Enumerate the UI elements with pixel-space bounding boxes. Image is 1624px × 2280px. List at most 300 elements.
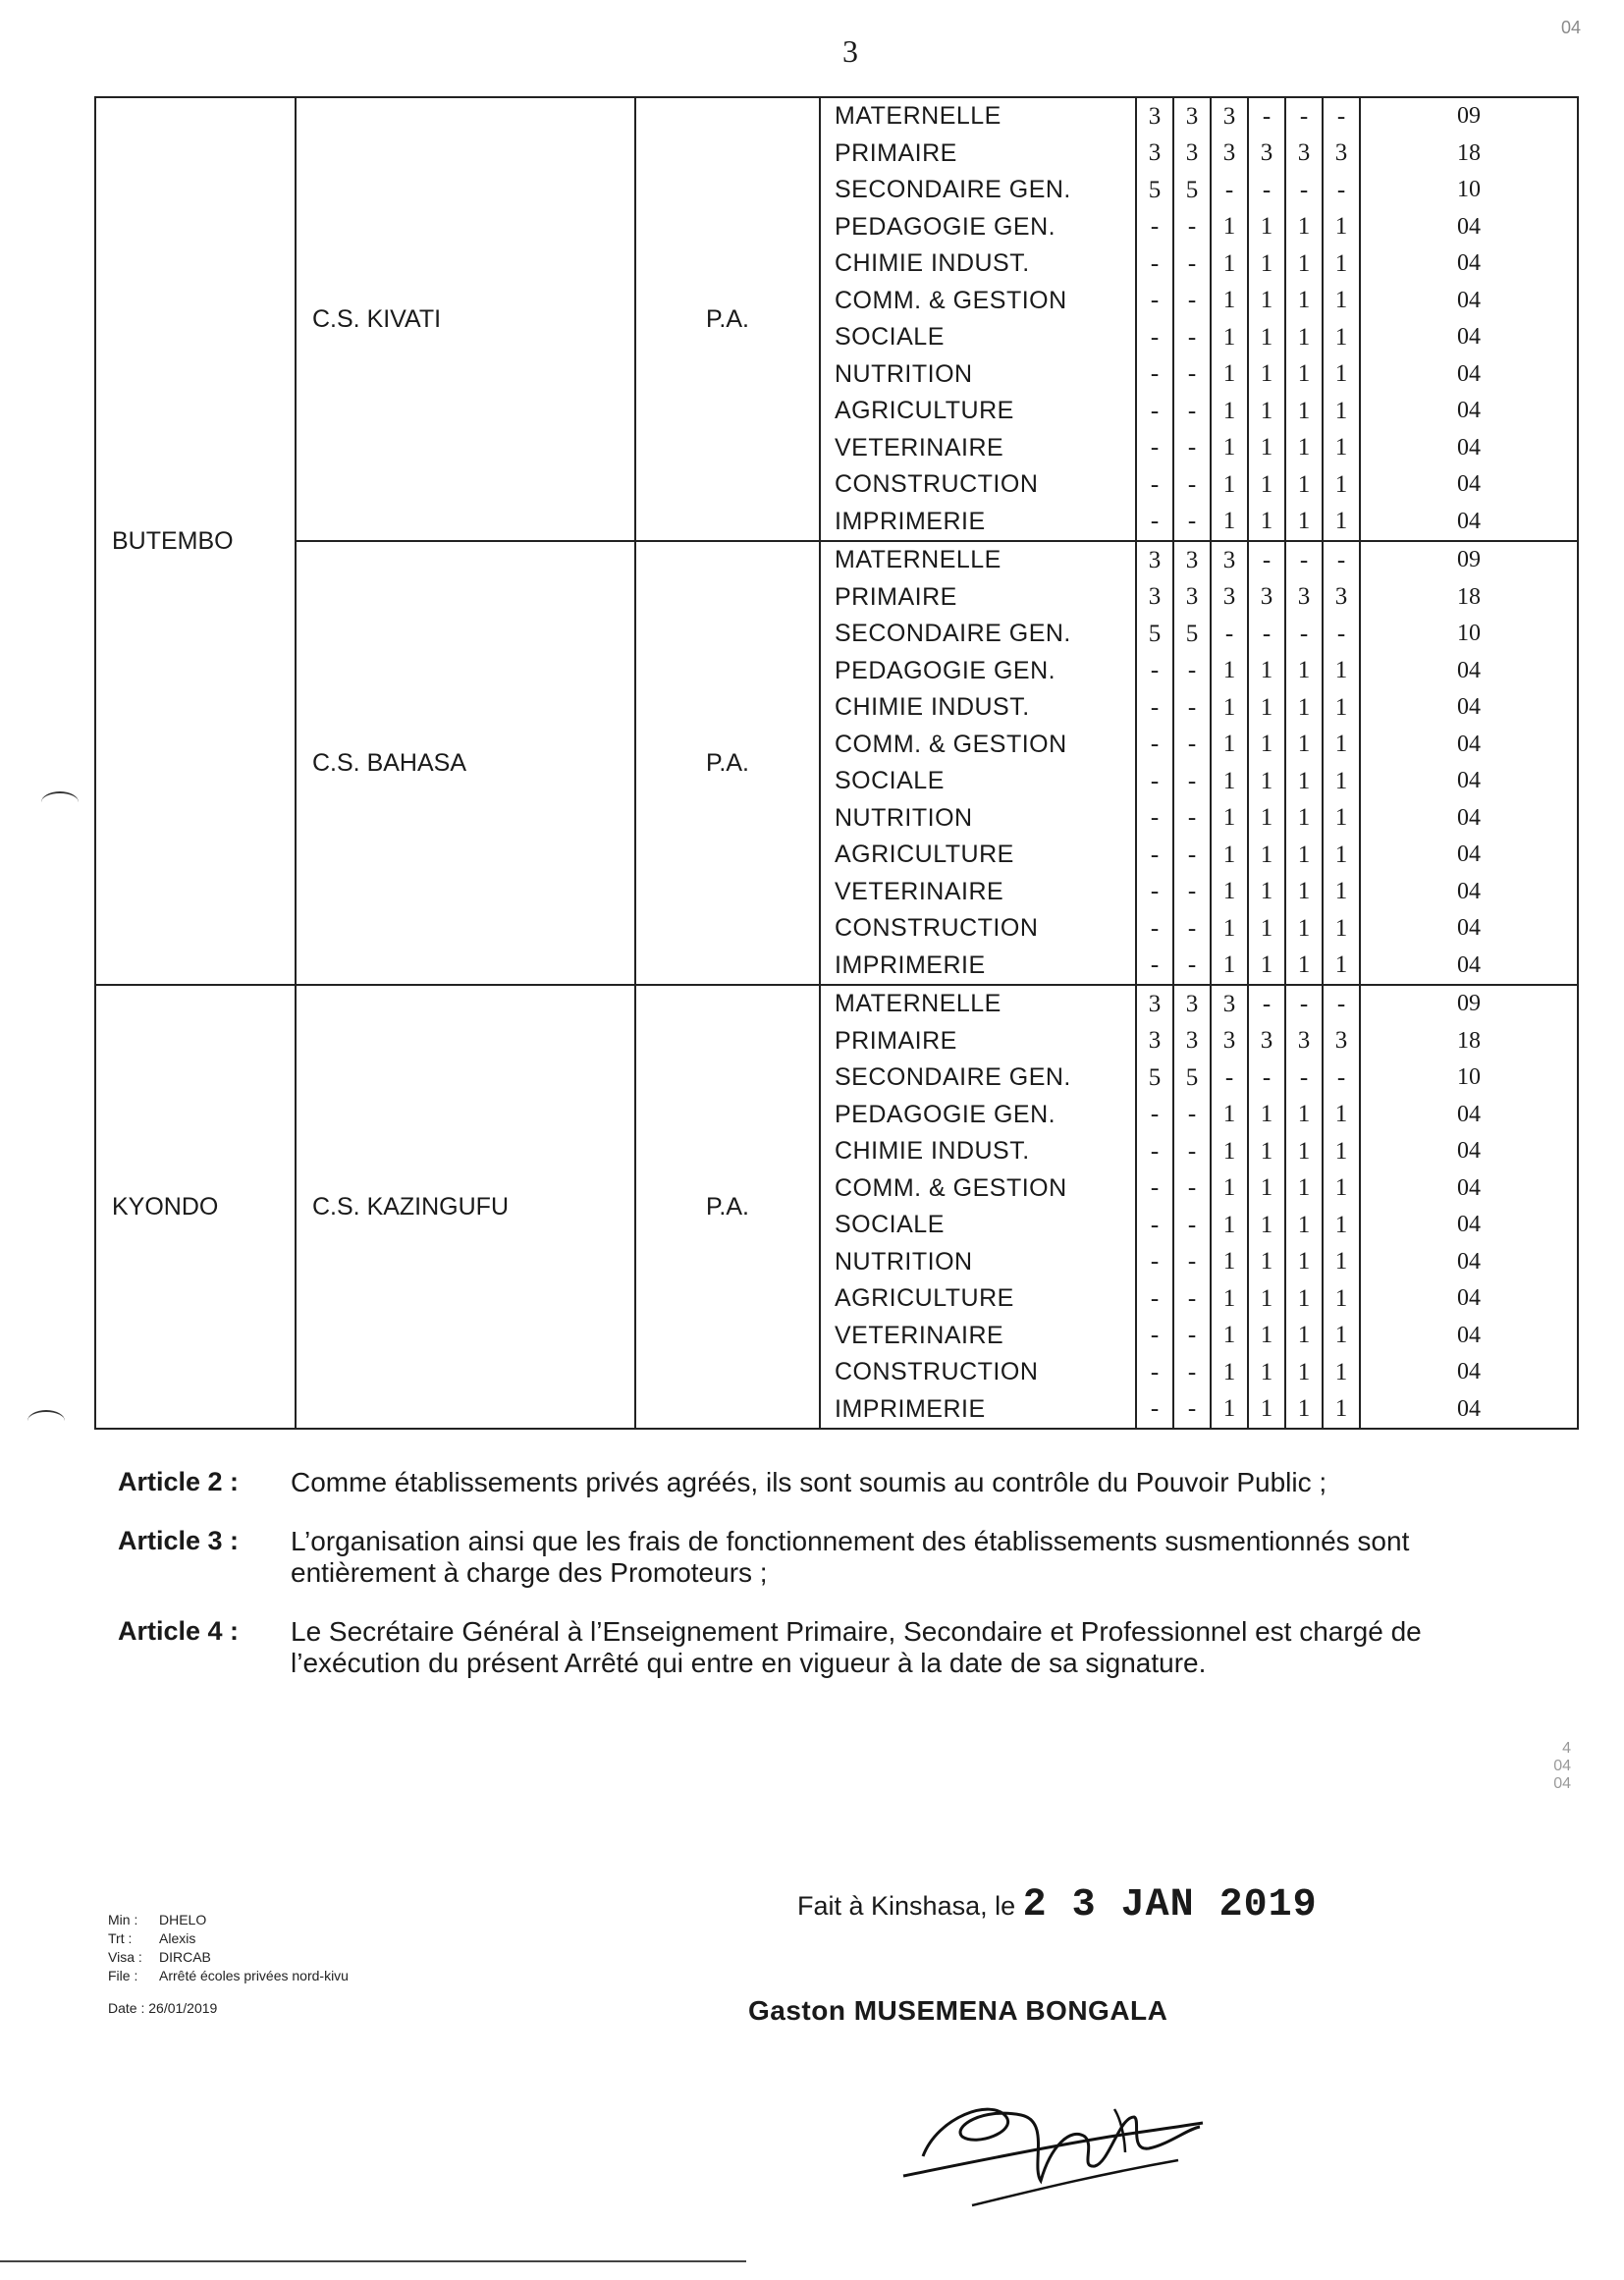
option-row [821, 1244, 1577, 1281]
class-count-cell: 3 [1174, 986, 1212, 1023]
class-count-cell: 1 [1249, 1244, 1286, 1281]
option-name: NUTRITION [821, 800, 1137, 838]
class-count-cell: 1 [1324, 1133, 1361, 1170]
article-label: Article 2 : [118, 1467, 240, 1496]
class-count-cell: - [1174, 689, 1212, 727]
class-count-cell: - [1286, 616, 1324, 653]
class-count-cell: 3 [1137, 986, 1174, 1023]
class-count-cell: 1 [1286, 466, 1324, 504]
class-count-cell: - [1174, 209, 1212, 246]
class-count-cell: 1 [1212, 800, 1249, 838]
class-count-cell: 1 [1286, 393, 1324, 430]
class-count-cell: 1 [1324, 1244, 1361, 1281]
option-name: VETERINAIRE [821, 1318, 1137, 1355]
class-count-cell: 1 [1324, 504, 1361, 541]
option-row [821, 1318, 1577, 1355]
class-count-cell: 1 [1286, 948, 1324, 985]
option-name: COMM. & GESTION [821, 1170, 1137, 1208]
class-count-cell: 3 [1212, 136, 1249, 173]
class-count-cell: 1 [1286, 319, 1324, 356]
class-count-cell: - [1174, 319, 1212, 356]
class-count-cell: 1 [1249, 727, 1286, 764]
class-count-cell: - [1286, 542, 1324, 579]
class-count-cell: - [1137, 727, 1174, 764]
option-row [821, 727, 1577, 764]
class-count-cell: 1 [1324, 948, 1361, 985]
class-count-cell: - [1174, 763, 1212, 800]
option-total: 04 [1457, 250, 1481, 277]
side-mark: 04 [1553, 1758, 1571, 1774]
option-total: 04 [1457, 1174, 1481, 1201]
scan-mark [41, 791, 79, 813]
class-count-cell: - [1249, 542, 1286, 579]
class-count-cell: 1 [1286, 1244, 1324, 1281]
class-count-cell: - [1286, 986, 1324, 1023]
date-stamp: 2 3 JAN 2019 [1022, 1883, 1318, 1927]
options-list [821, 542, 1577, 984]
side-mark: 4 [1562, 1740, 1571, 1757]
class-count-cell: 1 [1286, 1354, 1324, 1391]
initials-key: Visa : [108, 1949, 142, 1965]
class-count-cell: 1 [1212, 393, 1249, 430]
option-name: PRIMAIRE [821, 579, 1137, 617]
class-count-cell: - [1137, 283, 1174, 320]
initials-key: Min : [108, 1912, 138, 1927]
option-row [821, 1097, 1577, 1134]
class-count-cell: 1 [1212, 727, 1249, 764]
class-count-cell: - [1137, 319, 1174, 356]
class-count-cell: 3 [1174, 1023, 1212, 1060]
option-row [821, 466, 1577, 504]
option-total: 10 [1457, 621, 1481, 647]
school-row [297, 98, 1577, 540]
options-list [821, 98, 1577, 540]
initials-value: Alexis [159, 1930, 196, 1946]
initials-value: DIRCAB [159, 1949, 211, 1965]
option-row [821, 209, 1577, 246]
option-name: CHIMIE INDUST. [821, 245, 1137, 283]
class-count-cell: 1 [1249, 430, 1286, 467]
class-count-cell: 3 [1174, 579, 1212, 617]
option-name: NUTRITION [821, 356, 1137, 394]
class-count-cell: 1 [1212, 504, 1249, 541]
class-count-cell: - [1174, 727, 1212, 764]
article-3 [118, 1526, 1483, 1589]
bottom-rule [0, 2260, 746, 2262]
option-row [821, 653, 1577, 690]
initials-date: Date : 26/01/2019 [108, 2000, 218, 2016]
class-count-cell: 3 [1249, 1023, 1286, 1060]
class-count-cell: 1 [1212, 653, 1249, 690]
option-name: COMM. & GESTION [821, 283, 1137, 320]
class-count-cell: 1 [1286, 504, 1324, 541]
class-count-cell: 1 [1249, 319, 1286, 356]
option-total: 09 [1457, 547, 1481, 573]
class-count-cell: 1 [1249, 504, 1286, 541]
option-name: PEDAGOGIE GEN. [821, 1097, 1137, 1134]
class-count-cell: 1 [1212, 910, 1249, 948]
option-total: 10 [1457, 177, 1481, 203]
class-count-cell: 5 [1174, 616, 1212, 653]
class-count-cell: - [1137, 466, 1174, 504]
class-count-cell: 1 [1286, 209, 1324, 246]
initials-row [108, 1967, 349, 1985]
article-text: Le Secrétaire Général à l’Enseignement Primaire, Secondaire et Professionnel est chargé de l’exécution du présent Arrêté qui entre en vigueur à la date de sa signature. [291, 1616, 1422, 1678]
articles [118, 1467, 1483, 1707]
option-name: VETERINAIRE [821, 430, 1137, 467]
class-count-cell: 1 [1324, 1280, 1361, 1318]
class-count-cell: - [1324, 172, 1361, 209]
initials-value: Arrêté écoles privées nord-kivu [159, 1968, 349, 1983]
class-count-cell: - [1174, 837, 1212, 874]
class-count-cell: - [1324, 542, 1361, 579]
class-count-cell: - [1137, 1280, 1174, 1318]
schools-table [94, 96, 1579, 1430]
class-count-cell: 1 [1286, 1170, 1324, 1208]
class-count-cell: 1 [1212, 1170, 1249, 1208]
class-count-cell: - [1174, 283, 1212, 320]
class-count-cell: 3 [1324, 1023, 1361, 1060]
option-row [821, 874, 1577, 911]
class-count-cell: - [1174, 1133, 1212, 1170]
class-count-cell: - [1174, 910, 1212, 948]
class-count-cell: 1 [1324, 209, 1361, 246]
class-count-cell: - [1249, 172, 1286, 209]
option-row [821, 393, 1577, 430]
class-count-cell: - [1324, 98, 1361, 136]
option-total: 04 [1457, 1248, 1481, 1275]
option-row [821, 504, 1577, 541]
option-row [821, 800, 1577, 838]
article-2 [118, 1467, 1483, 1498]
option-row [821, 1170, 1577, 1208]
class-count-cell: 1 [1286, 689, 1324, 727]
initials-block [108, 1911, 349, 2018]
option-row [821, 542, 1577, 579]
class-count-cell: - [1137, 763, 1174, 800]
class-count-cell: - [1137, 653, 1174, 690]
class-count-cell: 1 [1324, 1207, 1361, 1244]
class-count-cell: 3 [1249, 136, 1286, 173]
class-count-cell: - [1249, 986, 1286, 1023]
class-count-cell: 1 [1286, 763, 1324, 800]
class-count-cell: 1 [1324, 727, 1361, 764]
option-row [821, 98, 1577, 136]
class-count-cell: - [1174, 245, 1212, 283]
class-count-cell: 3 [1212, 986, 1249, 1023]
initials-row [108, 1929, 349, 1948]
option-name: IMPRIMERIE [821, 504, 1137, 541]
class-count-cell: - [1174, 1207, 1212, 1244]
option-total: 04 [1457, 508, 1481, 534]
class-count-cell: - [1174, 356, 1212, 394]
class-count-cell: 1 [1249, 874, 1286, 911]
class-count-cell: 1 [1324, 910, 1361, 948]
options-list [821, 986, 1577, 1428]
class-count-cell: - [1137, 1354, 1174, 1391]
option-name: CONSTRUCTION [821, 466, 1137, 504]
class-count-cell: 1 [1212, 245, 1249, 283]
class-count-cell: 1 [1286, 430, 1324, 467]
option-total: 04 [1457, 213, 1481, 240]
class-count-cell: - [1137, 910, 1174, 948]
zone-row [96, 98, 1577, 984]
option-row [821, 1207, 1577, 1244]
class-count-cell: - [1137, 874, 1174, 911]
option-name: COMM. & GESTION [821, 727, 1137, 764]
class-count-cell: 1 [1249, 800, 1286, 838]
school-status: P.A. [636, 542, 821, 984]
class-count-cell: - [1137, 209, 1174, 246]
option-total: 04 [1457, 804, 1481, 831]
class-count-cell: - [1174, 504, 1212, 541]
class-count-cell: 5 [1137, 172, 1174, 209]
class-count-cell: 1 [1286, 283, 1324, 320]
class-count-cell: 1 [1249, 948, 1286, 985]
option-name: CONSTRUCTION [821, 1354, 1137, 1391]
class-count-cell: 1 [1249, 1133, 1286, 1170]
class-count-cell: 1 [1324, 837, 1361, 874]
class-count-cell: - [1174, 948, 1212, 985]
initials-key: File : [108, 1968, 138, 1983]
option-total: 04 [1457, 1285, 1481, 1312]
class-count-cell: 1 [1212, 1280, 1249, 1318]
class-count-cell: 3 [1137, 98, 1174, 136]
option-name: VETERINAIRE [821, 874, 1137, 911]
initials-value: DHELO [159, 1912, 207, 1927]
class-count-cell: 1 [1212, 763, 1249, 800]
option-name: PRIMAIRE [821, 1023, 1137, 1060]
option-total: 04 [1457, 915, 1481, 942]
option-row [821, 763, 1577, 800]
class-count-cell: 1 [1324, 1391, 1361, 1429]
option-name: CHIMIE INDUST. [821, 1133, 1137, 1170]
class-count-cell: 1 [1249, 1170, 1286, 1208]
option-total: 18 [1457, 583, 1481, 610]
option-row [821, 319, 1577, 356]
option-row [821, 1280, 1577, 1318]
class-count-cell: 3 [1212, 542, 1249, 579]
option-total: 04 [1457, 398, 1481, 424]
class-count-cell: 1 [1286, 653, 1324, 690]
option-total: 04 [1457, 1101, 1481, 1127]
class-count-cell: - [1137, 356, 1174, 394]
class-count-cell: - [1137, 1133, 1174, 1170]
class-count-cell: - [1137, 689, 1174, 727]
side-mark: 04 [1553, 1775, 1571, 1792]
option-total: 04 [1457, 1212, 1481, 1238]
class-count-cell: 1 [1212, 430, 1249, 467]
class-count-cell: - [1174, 1097, 1212, 1134]
class-count-cell: 1 [1324, 466, 1361, 504]
class-count-cell: 3 [1212, 98, 1249, 136]
class-count-cell: 1 [1324, 874, 1361, 911]
class-count-cell: 1 [1249, 283, 1286, 320]
class-count-cell: 1 [1249, 209, 1286, 246]
class-count-cell: 1 [1249, 245, 1286, 283]
class-count-cell: 3 [1249, 579, 1286, 617]
article-text: Comme établissements privés agréés, ils sont soumis au contrôle du Pouvoir Public ; [291, 1467, 1327, 1497]
class-count-cell: 1 [1324, 245, 1361, 283]
class-count-cell: 1 [1249, 1097, 1286, 1134]
page-number: 3 [842, 33, 858, 69]
class-count-cell: 1 [1212, 1391, 1249, 1429]
option-row [821, 910, 1577, 948]
class-count-cell: 3 [1137, 542, 1174, 579]
class-count-cell: - [1137, 430, 1174, 467]
class-count-cell: - [1137, 800, 1174, 838]
class-count-cell: 1 [1286, 356, 1324, 394]
class-count-cell: - [1174, 874, 1212, 911]
option-name: SOCIALE [821, 763, 1137, 800]
class-count-cell: - [1174, 430, 1212, 467]
class-count-cell: 1 [1249, 1391, 1286, 1429]
class-count-cell: 3 [1286, 1023, 1324, 1060]
class-count-cell: 1 [1249, 763, 1286, 800]
option-row [821, 986, 1577, 1023]
class-count-cell: 1 [1249, 1318, 1286, 1355]
option-total: 04 [1457, 878, 1481, 904]
school-name: C.S. KAZINGUFU [297, 986, 636, 1428]
class-count-cell: 1 [1212, 356, 1249, 394]
option-total: 04 [1457, 324, 1481, 351]
class-count-cell: 1 [1212, 209, 1249, 246]
option-row [821, 579, 1577, 617]
option-total: 18 [1457, 1027, 1481, 1054]
option-total: 04 [1457, 694, 1481, 721]
class-count-cell: 3 [1212, 1023, 1249, 1060]
class-count-cell: 1 [1324, 1354, 1361, 1391]
class-count-cell: 1 [1212, 1207, 1249, 1244]
class-count-cell: 1 [1324, 689, 1361, 727]
zone-name: BUTEMBO [96, 98, 297, 984]
initials-key: Trt : [108, 1930, 133, 1946]
class-count-cell: 1 [1286, 1207, 1324, 1244]
option-total: 04 [1457, 360, 1481, 387]
class-count-cell: - [1174, 1280, 1212, 1318]
class-count-cell: 5 [1174, 172, 1212, 209]
school-name: C.S. BAHASA [297, 542, 636, 984]
option-name: MATERNELLE [821, 542, 1137, 579]
option-name: SECONDAIRE GEN. [821, 616, 1137, 653]
class-count-cell: 1 [1324, 653, 1361, 690]
class-count-cell: - [1212, 616, 1249, 653]
option-total: 04 [1457, 951, 1481, 978]
option-row [821, 689, 1577, 727]
option-total: 04 [1457, 1395, 1481, 1422]
option-name: CONSTRUCTION [821, 910, 1137, 948]
class-count-cell: - [1249, 1059, 1286, 1097]
option-row [821, 948, 1577, 985]
option-name: SECONDAIRE GEN. [821, 1059, 1137, 1097]
option-row [821, 1391, 1577, 1429]
option-row [821, 172, 1577, 209]
article-label: Article 3 : [118, 1526, 240, 1555]
class-count-cell: - [1137, 1207, 1174, 1244]
option-total: 04 [1457, 434, 1481, 461]
class-count-cell: 1 [1286, 1318, 1324, 1355]
class-count-cell: 1 [1324, 356, 1361, 394]
class-count-cell: - [1174, 1170, 1212, 1208]
class-count-cell: - [1137, 245, 1174, 283]
class-count-cell: 1 [1212, 874, 1249, 911]
initials-row [108, 1911, 349, 1929]
option-row [821, 430, 1577, 467]
option-name: AGRICULTURE [821, 1280, 1137, 1318]
option-name: NUTRITION [821, 1244, 1137, 1281]
class-count-cell: - [1137, 1318, 1174, 1355]
class-count-cell: 3 [1174, 98, 1212, 136]
class-count-cell: 1 [1324, 1097, 1361, 1134]
class-count-cell: - [1212, 1059, 1249, 1097]
class-count-cell: - [1174, 1318, 1212, 1355]
class-count-cell: 1 [1324, 1318, 1361, 1355]
class-count-cell: 1 [1286, 727, 1324, 764]
class-count-cell: 3 [1212, 579, 1249, 617]
class-count-cell: 1 [1249, 1354, 1286, 1391]
class-count-cell: 1 [1286, 800, 1324, 838]
class-count-cell: 1 [1249, 1280, 1286, 1318]
class-count-cell: - [1137, 1170, 1174, 1208]
class-count-cell: - [1324, 616, 1361, 653]
option-name: PEDAGOGIE GEN. [821, 209, 1137, 246]
class-count-cell: 5 [1137, 1059, 1174, 1097]
class-count-cell: 1 [1249, 466, 1286, 504]
class-count-cell: - [1174, 1354, 1212, 1391]
zone-schools [297, 98, 1577, 984]
class-count-cell: 1 [1212, 689, 1249, 727]
class-count-cell: - [1174, 1244, 1212, 1281]
class-count-cell: 1 [1324, 430, 1361, 467]
article-4 [118, 1616, 1483, 1679]
option-name: IMPRIMERIE [821, 948, 1137, 985]
class-count-cell: 3 [1324, 579, 1361, 617]
class-count-cell: 1 [1212, 466, 1249, 504]
class-count-cell: 1 [1212, 1097, 1249, 1134]
option-total: 04 [1457, 731, 1481, 757]
class-count-cell: - [1137, 1391, 1174, 1429]
class-count-cell: 3 [1137, 136, 1174, 173]
option-name: SOCIALE [821, 319, 1137, 356]
class-count-cell: 1 [1212, 319, 1249, 356]
option-total: 18 [1457, 139, 1481, 166]
option-total: 09 [1457, 103, 1481, 130]
option-total: 10 [1457, 1064, 1481, 1091]
class-count-cell: - [1137, 948, 1174, 985]
class-count-cell: - [1212, 172, 1249, 209]
class-count-cell: 1 [1324, 319, 1361, 356]
class-count-cell: - [1174, 653, 1212, 690]
option-row [821, 616, 1577, 653]
class-count-cell: - [1249, 98, 1286, 136]
signatory-name: Gaston MUSEMENA BONGALA [748, 1995, 1168, 2026]
zone-row [96, 984, 1577, 1428]
class-count-cell: 1 [1324, 283, 1361, 320]
option-total: 09 [1457, 991, 1481, 1017]
class-count-cell: 1 [1212, 283, 1249, 320]
class-count-cell: 3 [1324, 136, 1361, 173]
option-row [821, 1133, 1577, 1170]
class-count-cell: 1 [1212, 1244, 1249, 1281]
option-name: SOCIALE [821, 1207, 1137, 1244]
class-count-cell: - [1174, 466, 1212, 504]
class-count-cell: - [1174, 393, 1212, 430]
class-count-cell: - [1286, 172, 1324, 209]
class-count-cell: - [1137, 393, 1174, 430]
class-count-cell: 1 [1249, 689, 1286, 727]
class-count-cell: 1 [1286, 1391, 1324, 1429]
class-count-cell: 1 [1212, 1318, 1249, 1355]
